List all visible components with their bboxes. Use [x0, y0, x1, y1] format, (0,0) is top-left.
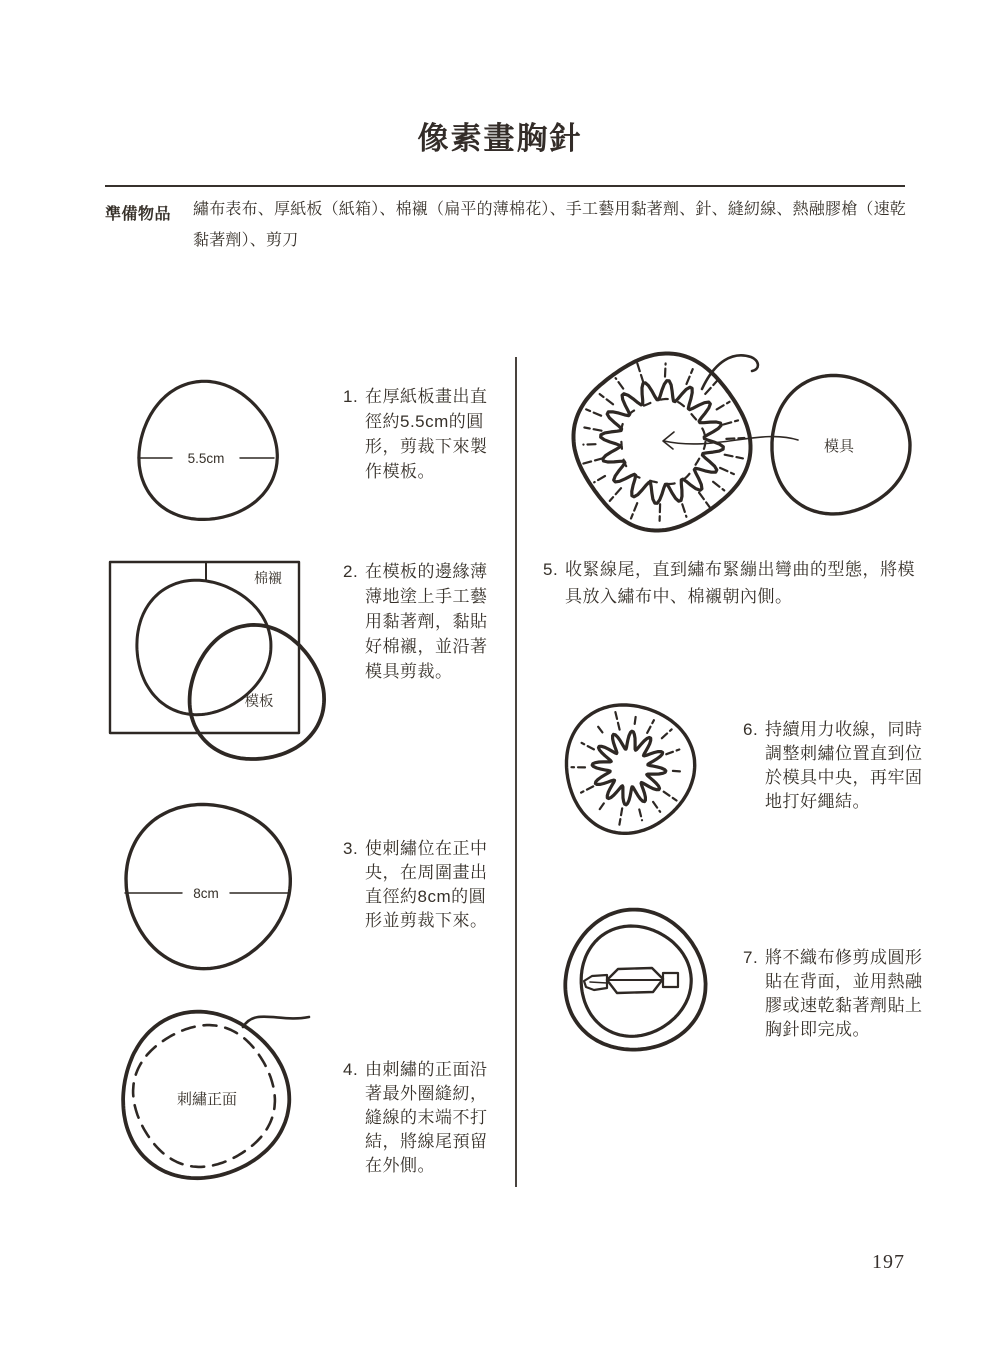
step6-diagram: [558, 696, 703, 841]
step-2: [343, 559, 492, 684]
step-text: 在模板的邊緣薄薄地塗上手工藝用黏著劑，黏貼好棉襯，並沿著模具剪裁。: [365, 562, 488, 681]
step3-diagram: [118, 795, 298, 975]
step-text: 持續用力收線，同時調整刺繡位置直到位於模具中央，再牢固地打好繩結。: [765, 720, 923, 811]
step-number: 3.: [343, 839, 359, 858]
arrowhead: [663, 432, 674, 449]
step7-diagram: [558, 905, 710, 1057]
materials-label: 準備物品: [105, 206, 172, 223]
step-6: [743, 718, 924, 814]
step-3: [343, 837, 492, 933]
step2-diagram: [103, 555, 338, 770]
step-number: 4.: [343, 1060, 359, 1079]
materials-text: 繡布表布、厚紙板（紙箱）、棉襯（扁平的薄棉花）、手工藝用黏著劑、針、縫紉線、熱融膠槍（速乾黏著劑）、剪刀: [193, 201, 907, 249]
gather-fold-dashes: [572, 712, 683, 825]
step-text: 收緊線尾，直到繡布緊繃出彎曲的型態，將模具放入繡布中、棉襯朝內側。: [565, 560, 915, 606]
page-number: 197: [872, 1251, 905, 1273]
step-text: 將不織布修剪成圓形貼在背面，並用熱融膠或速乾黏著劑貼上胸針即完成。: [765, 948, 923, 1039]
step-text: 在厚紙板畫出直徑約5.5cm的圓形，剪裁下來製作模板。: [365, 387, 488, 481]
diameter-label: 5.5cm: [187, 451, 225, 466]
step-number: 7.: [743, 948, 759, 967]
thread-line: [243, 1017, 309, 1027]
template-circle: [190, 625, 325, 759]
step1-diagram: [130, 378, 280, 530]
step-text: 由刺繡的正面沿著最外圈縫紉，縫線的末端不打結，將線尾預留在外側。: [365, 1060, 488, 1175]
step4-diagram: [115, 1005, 315, 1190]
step-text: 使刺繡位在正中央，在周圍畫出直徑約8cm的圓形並剪裁下來。: [365, 839, 488, 930]
felt-back-circle: [581, 926, 691, 1036]
step-number: 1.: [343, 387, 359, 406]
embroidery-front-label: 刺繡正面: [176, 1091, 238, 1108]
pin-clasp-line: [590, 982, 607, 983]
batting-label: 棉襯: [254, 570, 282, 586]
column-divider: [515, 357, 517, 1187]
gather-squiggle-ring: [592, 731, 666, 805]
step-1: [343, 384, 492, 484]
diameter-label: 8cm: [193, 886, 219, 901]
step-7: [743, 946, 924, 1042]
page-title: 像素畫胸針: [417, 121, 583, 156]
step-number: 6.: [743, 720, 759, 739]
template-label: 模板: [244, 694, 274, 710]
mold-label: 模具: [823, 438, 855, 455]
step5-diagram: [555, 345, 955, 560]
thread-line: [702, 355, 758, 389]
header-rule: [105, 185, 905, 187]
step-5: [543, 556, 917, 610]
gathered-fabric-circle: [567, 705, 695, 833]
step-4: [343, 1058, 492, 1178]
pin-hinge: [663, 973, 678, 987]
step-number: 2.: [343, 562, 359, 581]
step-number: 5.: [543, 560, 559, 579]
